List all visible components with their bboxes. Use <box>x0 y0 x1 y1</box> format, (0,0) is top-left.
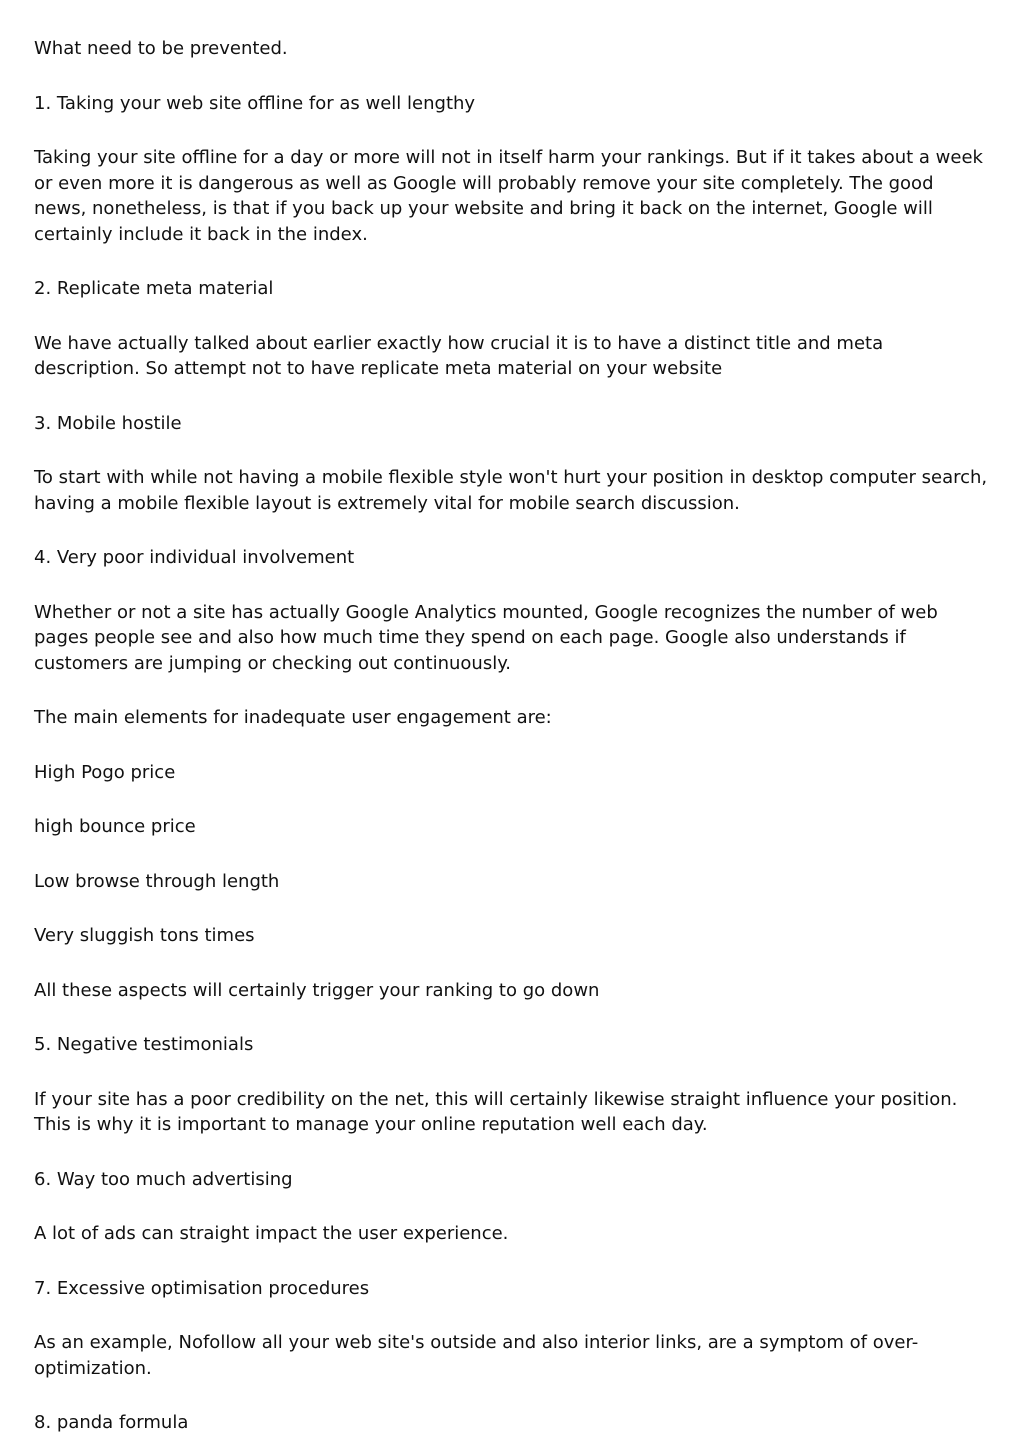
heading-1-offline: 1. Taking your web site offline for as well lengthy <box>34 92 476 114</box>
heading-2-duplicate-meta: 2. Replicate meta material <box>34 278 274 299</box>
heading-5-reviews: 5. Negative testimonials <box>34 1034 254 1055</box>
list-item: high bounce price <box>34 816 196 837</box>
engagement-intro: The main elements for inadequate user engagement are: <box>34 707 552 728</box>
list-item: Very sluggish tons times <box>34 925 255 946</box>
heading-8-panda: 8. panda formula <box>34 1412 189 1433</box>
heading-4-engagement: 4. Very poor individual involvement <box>34 547 355 568</box>
paragraph-mobile: To start with while not having a mobile flexible style won't hurt your position in desktop computer search, having a mobile flexible layout is extremely vital for mobile search discussion. <box>34 467 988 514</box>
list-item: Low browse through length <box>34 870 280 892</box>
list-item: High Pogo price <box>34 761 176 783</box>
heading-7-optimisation: 7. Excessive optimisation procedures <box>34 1277 370 1299</box>
paragraph-engagement: Whether or not a site has actually Google Analytics mounted, Google recognizes the number of web pages people see and also how much time they spend on each page. Google also understands if customers are jumping or checking out continuously. <box>34 601 938 674</box>
intro-line: What need to be prevented. <box>34 38 288 59</box>
paragraph-reviews: If your site has a poor credibility on the net, this will certainly likewise straight influence your position. This is why it is important to manage your online reputation well each day. <box>34 1088 958 1135</box>
heading-6-advertising: 6. Way too much advertising <box>34 1168 293 1190</box>
paragraph-advertising: A lot of ads can straight impact the user experience. <box>34 1223 509 1244</box>
paragraph-optimisation: As an example, Nofollow all your web site's outside and also interior links, are a symptom of over-optimization. <box>34 1332 919 1379</box>
paragraph-duplicate-meta: We have actually talked about earlier exactly how crucial it is to have a distinct title and meta description. So attempt not to have replicate meta material on your website <box>34 332 884 379</box>
engagement-summary: All these aspects will certainly trigger your ranking to go down <box>34 979 600 1001</box>
heading-3-mobile: 3. Mobile hostile <box>34 412 182 434</box>
paragraph-offline: Taking your site offline for a day or more will not in itself harm your rankings. But if it takes about a week or even more it is dangerous as well as Google will probably remove your site completely. The good news, nonetheless, is that if you back up your website and bring it back on the internet, Google will certainly include it back in the index. <box>34 147 983 245</box>
